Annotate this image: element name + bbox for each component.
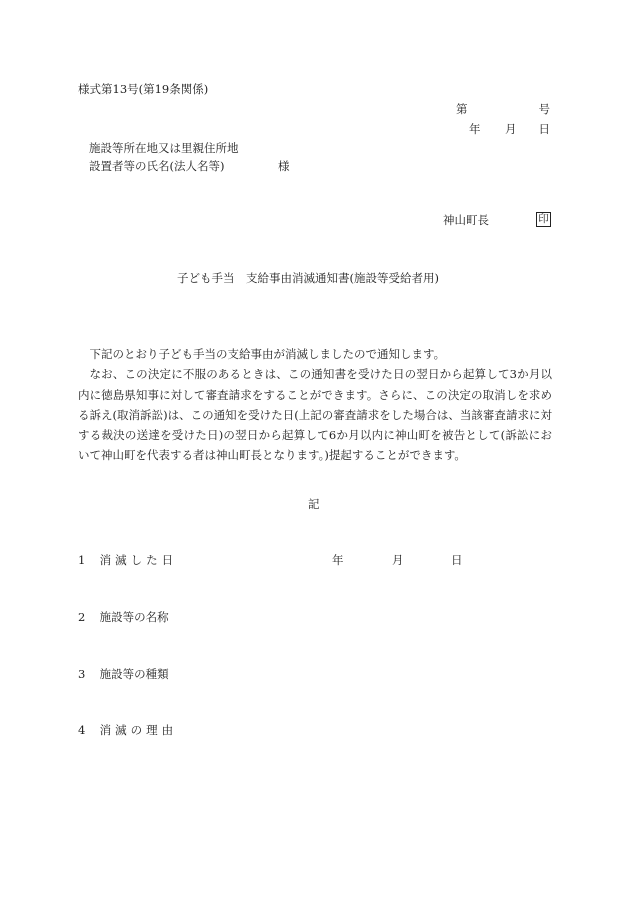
item-label: 施設等の名称: [99, 610, 169, 624]
seal-mark: 印: [536, 212, 551, 227]
item-number: 2: [78, 610, 86, 624]
date-month: 月: [505, 122, 517, 136]
item-2: [78, 612, 169, 624]
number-dai: 第: [456, 102, 468, 116]
item-1-month: 月: [392, 553, 404, 567]
recipient-address-label: 施設等所在地又は里親住所地: [89, 141, 239, 155]
item-1: [78, 555, 177, 567]
document-title: 子ども手当 支給事由消滅通知書(施設等受給者用): [177, 271, 439, 285]
item-number: 4: [78, 723, 86, 737]
item-1-year: 年: [332, 553, 344, 567]
item-1-day: 日: [451, 553, 463, 567]
date-day: 日: [538, 122, 550, 136]
sender-mayor: 神山町長: [443, 213, 489, 227]
recipient-name-label: 設置者等の氏名(法人名等): [89, 159, 225, 173]
number-go: 号: [538, 102, 550, 116]
ki-heading: 記: [308, 497, 320, 511]
body-paragraph-2: なお、この決定に不服のあるときは、この通知書を受けた日の翌日から起算して3か月以内に徳島県知事に対して審査請求をすることができます。さらに、この決定の取消しを求める訴え(取消訴訟)は、この通知を受けた日(上記の審査請求をした場合は、当該審査請求に対する裁決の送達を受けた日)の翌日から起算して6か月以内に神山町を被告として(訴訟において神山町を代表する者は神山町長となります。)提起することができます。: [78, 367, 552, 463]
item-label: 消滅の理由: [99, 723, 178, 737]
item-number: 3: [78, 667, 86, 681]
form-number: 様式第13号(第19条関係): [78, 82, 209, 96]
item-3: [78, 669, 169, 681]
item-number: 1: [78, 553, 86, 567]
body-paragraph-1: 下記のとおり子ども手当の支給事由が消滅しましたので通知します。: [89, 347, 446, 361]
item-label: 消滅した日: [99, 553, 178, 567]
item-label: 施設等の種類: [99, 667, 169, 681]
body-text: [78, 344, 552, 466]
date-year: 年: [469, 122, 481, 136]
honorific: 様: [278, 159, 290, 173]
item-4: [78, 725, 177, 737]
